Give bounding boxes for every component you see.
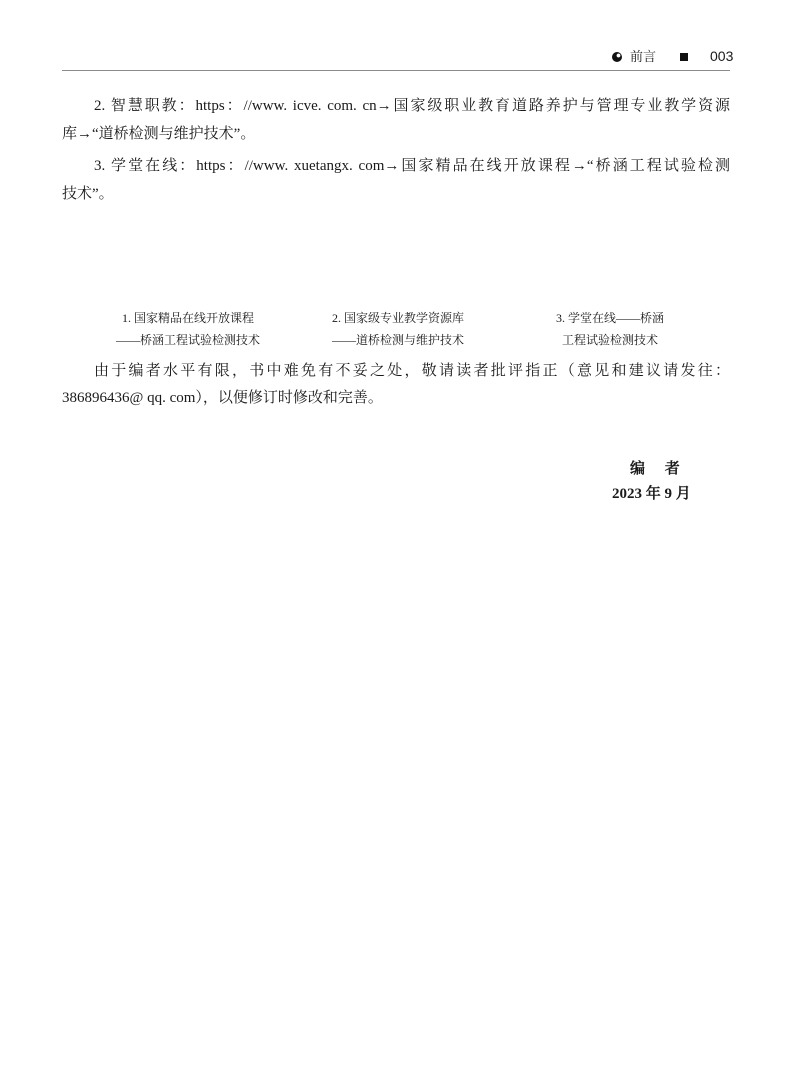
- header-rule: [62, 70, 730, 71]
- bullet-circle-icon: [612, 52, 622, 62]
- qr-caption-line: 2. 国家级专业教学资源库: [331, 311, 464, 325]
- page-number: 003: [710, 48, 734, 64]
- closing-line: 386896436@ qq. com），以便修订时修改和完善。: [62, 390, 383, 406]
- resource-line: 技术”。: [62, 186, 114, 202]
- qr-caption-line: 工程试验检测技术: [561, 333, 658, 347]
- resource-line: 库→“道桥检测与维护技术”。: [62, 126, 256, 142]
- qr-caption-line: 1. 国家精品在线开放课程: [121, 311, 254, 325]
- closing-line: 由于编者水平有限，书中难免有不妥之处，敬请读者批评指正（意见和建议请发往：: [94, 363, 730, 379]
- bullet-square-icon: [680, 53, 688, 61]
- qr-caption-line: ——道桥检测与维护技术: [331, 333, 464, 347]
- resource-line: 3. 学堂在线：https：//www. xuetangx. com→国家精品在线开放课程→“桥涵工程试验检测: [94, 158, 730, 174]
- qr-caption-line: ——桥涵工程试验检测技术: [115, 333, 260, 347]
- qr-caption-line: 3. 学堂在线——桥涵: [555, 311, 664, 325]
- section-title: 前言: [630, 49, 657, 64]
- signature-author: 编 者: [630, 461, 688, 477]
- signature-date: 2023 年 9 月: [612, 486, 691, 502]
- resource-line: 2. 智慧职教：https：//www. icve. com. cn→国家级职业教育道路养护与管理专业教学资源: [94, 98, 730, 114]
